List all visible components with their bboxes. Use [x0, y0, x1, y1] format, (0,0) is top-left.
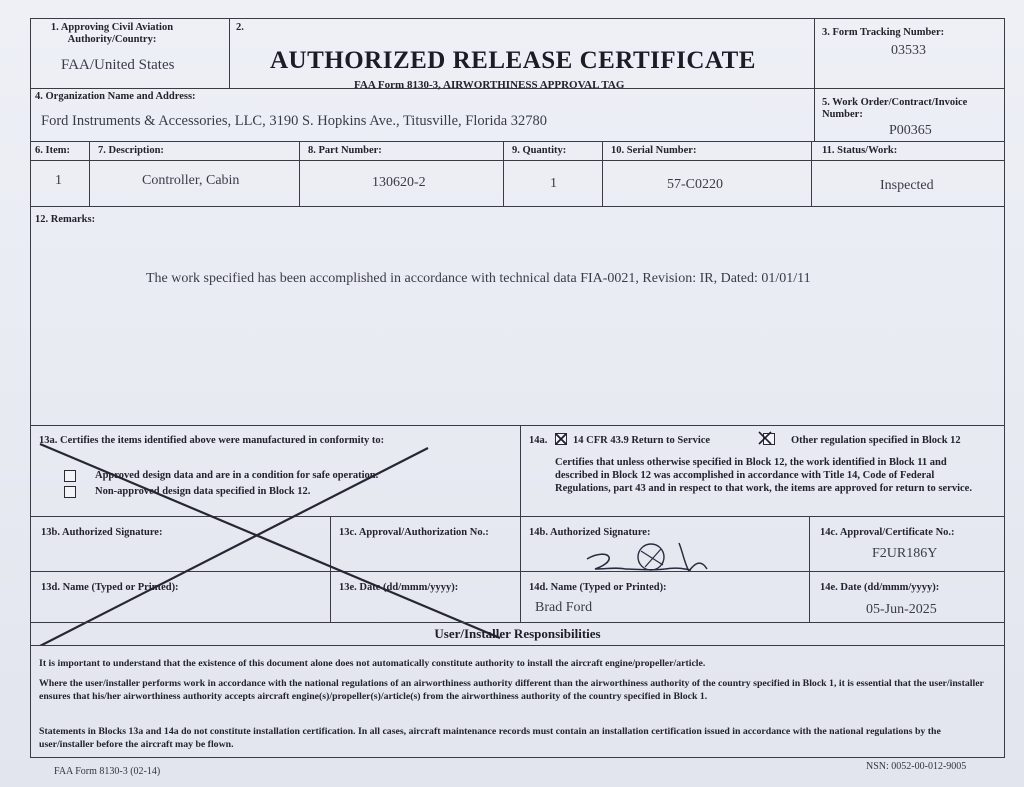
form-tracking-number: 03533	[891, 43, 926, 58]
block-4	[30, 88, 815, 142]
other-regulation-label: Other regulation specified in Block 12	[791, 435, 961, 446]
return-to-service-checkbox[interactable]	[555, 433, 567, 445]
block-5-label: 5. Work Order/Contract/Invoice Number:	[822, 97, 968, 120]
certificate-title: AUTHORIZED RELEASE CERTIFICATE	[270, 47, 756, 74]
block-14b-label: 14b. Authorized Signature:	[529, 527, 651, 538]
x-mark-icon	[555, 433, 567, 445]
approval-certificate-number: F2UR186Y	[872, 546, 938, 561]
description-value: Controller, Cabin	[142, 173, 240, 188]
approving-authority-value: FAA/United States	[61, 57, 175, 73]
responsibilities-paragraph-1: It is important to understand that the existence of this document alone does not automatically constitute authority to install the aircraft engine/propeller/article.	[39, 658, 706, 669]
certificate-subtitle: FAA Form 8130-3, AIRWORTHINESS APPROVAL TAG	[354, 79, 625, 91]
block-14d	[520, 571, 810, 623]
status-header-cell	[811, 141, 1005, 161]
void-cross-mark	[30, 416, 521, 646]
signature-date: 05-Jun-2025	[866, 602, 937, 617]
block-14c-label: 14c. Approval/Certificate No.:	[820, 527, 955, 538]
serial-number-value: 57-C0220	[667, 177, 723, 192]
block-14e	[809, 571, 1005, 623]
responsibilities-paragraph-2: Where the user/installer performs work in accordance with the national regulations of an airworthiness authority different than the airworthiness authority of the country specified in Block 1, it is essential that the user/installer ensures that his/her airworthiness authority accepts aircraft engine(s)/propeller(s)/article(s) from the airworthiness authority of the country specified in Block 1.	[39, 678, 984, 702]
block-14a-text: Certifies that unless otherwise specified in Block 12, the work identified in Block 11 and described in Block 12 was accomplished in accordance with Title 14, Code of Federal Regulations, part 43 and in respect to that work, the items are approved for return to service.	[555, 457, 972, 494]
work-order-value: P00365	[889, 123, 932, 138]
approved-design-label: Approved design data and are in a condition for safe operation.	[95, 470, 379, 481]
block-2	[229, 18, 815, 89]
part-number-value: 130620-2	[372, 175, 426, 190]
block-4-label: 4. Organization Name and Address:	[35, 91, 196, 102]
block-14a-label: 14a.	[529, 435, 548, 446]
block-13c-label: 13c. Approval/Authorization No.:	[339, 527, 489, 538]
item-value-cell	[30, 160, 90, 207]
item-header: 6. Item:	[35, 145, 70, 156]
status-value-cell	[811, 160, 1005, 207]
part-number-value-cell	[299, 160, 504, 207]
certificate-form	[30, 18, 1005, 758]
non-approved-design-label: Non-approved design data specified in Block 12.	[95, 486, 311, 497]
quantity-value: 1	[550, 176, 557, 191]
responsibilities-heading-bar	[31, 623, 1004, 646]
description-value-cell	[89, 160, 300, 207]
block-14b	[520, 516, 810, 572]
block-1	[30, 18, 230, 89]
return-to-service-label: 14 CFR 43.9 Return to Service	[573, 435, 711, 446]
part-number-header-cell	[299, 141, 504, 161]
item-header-cell	[30, 141, 90, 161]
checkmark-icon	[757, 430, 779, 446]
serial-number-header: 10. Serial Number:	[611, 145, 697, 156]
block-13e-label: 13e. Date (dd/mmm/yyyy):	[339, 582, 459, 593]
block-12	[30, 206, 1005, 426]
item-value: 1	[55, 173, 62, 188]
block-3	[814, 18, 1005, 89]
other-regulation-checkbox[interactable]	[763, 433, 775, 445]
quantity-header-cell	[503, 141, 603, 161]
block-5	[814, 88, 1005, 142]
description-header: 7. Description:	[98, 145, 164, 156]
part-number-header: 8. Part Number:	[308, 145, 382, 156]
responsibilities-block	[30, 622, 1005, 758]
signer-name: Brad Ford	[535, 600, 593, 615]
status-header: 11. Status/Work:	[822, 145, 898, 156]
block-14a	[520, 425, 1005, 517]
block-12-label: 12. Remarks:	[35, 214, 96, 225]
block-13a-label: 13a. Certifies the items identified above were manufactured in conformity to:	[39, 435, 385, 446]
responsibilities-heading: User/Installer Responsibilities	[434, 626, 601, 641]
serial-number-value-cell	[602, 160, 812, 207]
description-header-cell	[89, 141, 300, 161]
nsn-footer: NSN: 0052-00-012-9005	[866, 761, 967, 772]
block-2-label: 2.	[236, 22, 244, 33]
remarks-value: The work specified has been accomplished in accordance with technical data FIA-0021, Revision: IR, Dated: 01/01/11	[146, 271, 811, 286]
quantity-header: 9. Quantity:	[512, 145, 567, 156]
block-13b-label: 13b. Authorized Signature:	[41, 527, 163, 538]
block-1-label: 1. Approving Civil Aviation Authority/Country:	[50, 22, 174, 45]
block-3-label: 3. Form Tracking Number:	[822, 27, 945, 38]
form-id-footer: FAA Form 8130-3 (02-14)	[54, 766, 161, 777]
block-14c	[809, 516, 1005, 572]
block-13d-label: 13d. Name (Typed or Printed):	[41, 582, 179, 593]
serial-number-header-cell	[602, 141, 812, 161]
status-value: Inspected	[880, 178, 934, 193]
block-14e-label: 14e. Date (dd/mmm/yyyy):	[820, 582, 940, 593]
responsibilities-paragraph-3: Statements in Blocks 13a and 14a do not constitute installation certification. In all cases, aircraft maintenance records must contain an installation certification issued in accordance with the national regulations by the user/installer before the aircraft may be flown.	[39, 726, 941, 750]
block-14d-label: 14d. Name (Typed or Printed):	[529, 582, 667, 593]
quantity-value-cell	[503, 160, 603, 207]
organization-value: Ford Instruments & Accessories, LLC, 3190 S. Hopkins Ave., Titusville, Florida 32780	[41, 113, 548, 129]
